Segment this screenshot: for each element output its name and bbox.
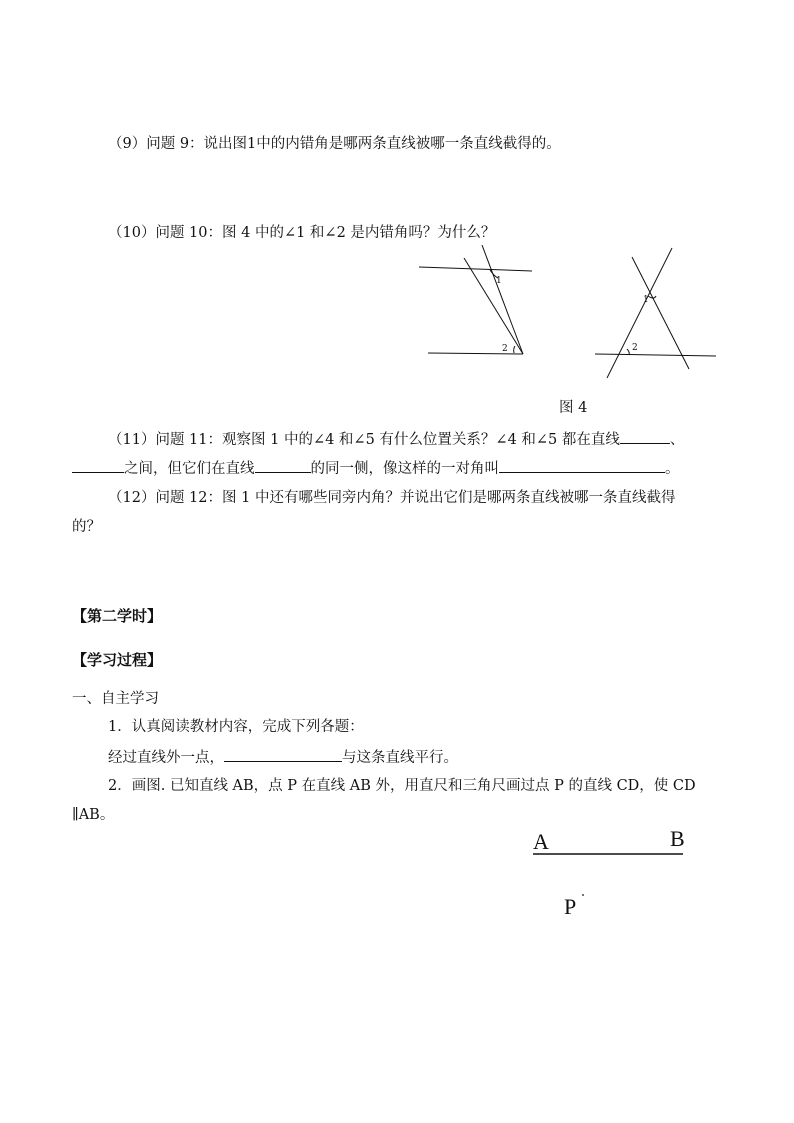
- right-angle-label-1: 1: [643, 295, 649, 305]
- question-11-end: 。: [665, 461, 680, 477]
- self-study-item-1: 1．认真阅读教材内容，完成下列各题：: [108, 719, 364, 735]
- label-a: A: [533, 829, 549, 854]
- fill-prefix: 经过直线外一点，: [108, 750, 224, 766]
- question-9: （9）问题 9：说出图1中的内错角是哪两条直线被哪一条直线截得的。: [108, 136, 561, 152]
- self-study-item-2-line-2: ∥AB。: [72, 807, 115, 823]
- second-lesson-heading: 【第二学时】: [72, 607, 163, 625]
- self-study-heading: 一、自主学习: [72, 691, 159, 707]
- question-12-line-2: 的？: [72, 519, 101, 535]
- self-study-item-2-line-1: 2．画图. 已知直线 AB，点 P 在直线 AB 外，用直尺和三角尺画过点 P 的直线 CD，使 CD: [108, 778, 696, 794]
- label-p: P: [564, 894, 577, 919]
- question-11-sep: 、: [669, 432, 685, 448]
- fill-suffix: 与这条直线平行。: [342, 750, 458, 766]
- figure-4-caption: 图 4: [559, 400, 588, 416]
- question-10: （10）问题 10：图 4 中的∠1 和∠2 是内错角吗？为什么？: [108, 225, 496, 241]
- point-p: [582, 894, 584, 896]
- question-11-text-b: 之间，但它们在直线: [124, 461, 255, 477]
- question-11-text-a: （11）问题 11：观察图 1 中的∠4 和∠5 有什么位置关系？∠4 和∠5 都在直线: [108, 432, 620, 448]
- right-angle-label-2: 2: [632, 343, 638, 353]
- question-11-text-c: 的同一侧，像这样的一对角叫: [310, 461, 499, 477]
- label-b: B: [670, 826, 685, 851]
- left-angle-label-2: 2: [502, 344, 508, 354]
- left-angle-label-1: 1: [496, 276, 502, 286]
- question-12-line-1: （12）问题 12：图 1 中还有哪些同旁内角？并说出它们是哪两条直线被哪一条直线截得: [108, 490, 676, 506]
- learning-process-heading: 【学习过程】: [72, 651, 163, 669]
